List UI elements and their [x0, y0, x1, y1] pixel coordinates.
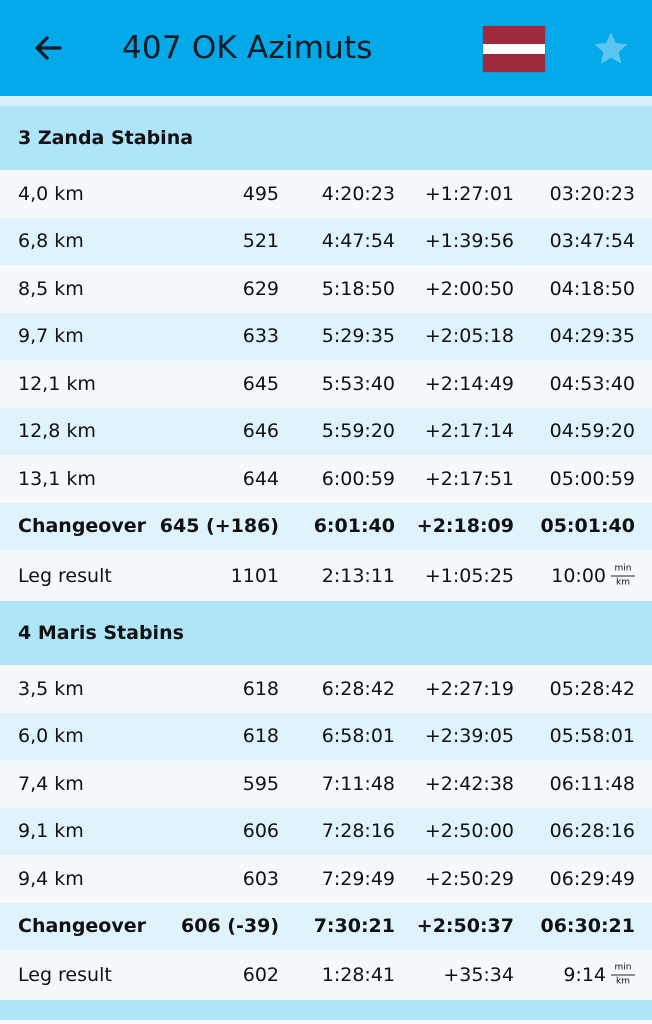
page-title: 407 OK Azimuts [122, 30, 373, 66]
split-row [0, 170, 652, 218]
split-clock: 04:59:20 [549, 420, 635, 443]
split-diff: +2:39:05 [424, 725, 514, 748]
leg-result-pace: 9:14 [563, 964, 606, 986]
leg-result-diff: +35:34 [443, 964, 514, 986]
split-row [0, 360, 652, 408]
changeover-row [0, 903, 652, 951]
changeover-diff: +2:18:09 [416, 515, 514, 538]
changeover-row [0, 503, 652, 551]
changeover-time: 7:30:21 [313, 915, 395, 938]
split-row [0, 313, 652, 361]
split-position: 606 [242, 820, 279, 843]
split-distance: 8,5 km [18, 277, 84, 300]
split-position: 495 [242, 182, 279, 205]
leg-name: 3 Zanda Stabina [18, 127, 194, 149]
leg-result-diff: +1:05:25 [424, 564, 514, 587]
changeover-clock: 06:30:21 [540, 915, 635, 938]
split-time: 5:59:20 [321, 420, 395, 443]
changeover-position: 606 (-39) [181, 915, 279, 938]
split-distance: 12,8 km [18, 420, 96, 443]
leg-result-label: Leg result [18, 964, 112, 986]
split-distance: 6,8 km [18, 230, 84, 253]
split-time: 7:11:48 [321, 772, 395, 795]
split-clock: 03:20:23 [549, 182, 635, 205]
split-clock: 06:11:48 [549, 772, 635, 795]
latvia-flag-icon [483, 26, 545, 72]
split-diff: +2:17:14 [424, 420, 514, 443]
split-distance: 6,0 km [18, 725, 84, 748]
split-diff: +2:05:18 [424, 325, 514, 348]
split-clock: 05:58:01 [549, 725, 635, 748]
split-diff: +2:50:00 [424, 820, 514, 843]
split-distance: 3,5 km [18, 677, 84, 700]
changeover-clock: 05:01:40 [540, 515, 635, 538]
split-diff: +2:27:19 [424, 677, 514, 700]
leg-result-row [0, 950, 652, 1000]
split-position: 618 [242, 725, 279, 748]
split-position: 629 [242, 277, 279, 300]
leg-header [0, 106, 652, 170]
leg-result-position: 1101 [230, 564, 279, 587]
split-diff: +1:39:56 [424, 230, 514, 253]
split-position: 618 [242, 677, 279, 700]
split-distance: 12,1 km [18, 372, 96, 395]
split-clock: 04:53:40 [549, 372, 635, 395]
split-distance: 9,1 km [18, 820, 84, 843]
split-diff: +1:27:01 [424, 182, 514, 205]
split-diff: +2:00:50 [424, 277, 514, 300]
pace-unit [611, 563, 635, 588]
leg-result-pace: 10:00 [551, 564, 606, 587]
split-time: 5:18:50 [321, 277, 395, 300]
split-time: 7:28:16 [321, 820, 395, 843]
split-row [0, 760, 652, 808]
split-position: 633 [242, 325, 279, 348]
pace-unit-denominator: km [616, 577, 630, 587]
favorite-star-icon[interactable] [590, 28, 632, 70]
changeover-diff: +2:50:37 [416, 915, 514, 938]
split-diff: +2:17:51 [424, 467, 514, 490]
split-position: 645 [242, 372, 279, 395]
changeover-label: Changeover [18, 515, 146, 538]
split-row [0, 855, 652, 903]
leg-result-time: 2:13:11 [321, 564, 395, 587]
leg-header [0, 601, 652, 665]
split-time: 6:00:59 [321, 467, 395, 490]
split-time: 6:28:42 [321, 677, 395, 700]
split-distance: 7,4 km [18, 772, 84, 795]
split-row [0, 265, 652, 313]
split-distance: 9,4 km [18, 867, 84, 890]
split-row [0, 665, 652, 713]
split-clock: 06:28:16 [549, 820, 635, 843]
leg-result-row [0, 550, 652, 601]
leg-result-label: Leg result [18, 564, 112, 587]
split-clock: 04:29:35 [549, 325, 635, 348]
split-position: 603 [242, 867, 279, 890]
split-clock: 06:29:49 [549, 867, 635, 890]
split-clock: 04:18:50 [549, 277, 635, 300]
split-row [0, 713, 652, 761]
split-diff: +2:50:29 [424, 867, 514, 890]
next-leg-header-partial [0, 1000, 652, 1020]
app-bar [0, 0, 652, 96]
split-position: 521 [242, 230, 279, 253]
pace-unit [611, 963, 635, 988]
split-distance: 9,7 km [18, 325, 84, 348]
split-clock: 05:00:59 [549, 467, 635, 490]
split-diff: +2:14:49 [424, 372, 514, 395]
split-row [0, 408, 652, 456]
leg-result-time: 1:28:41 [321, 964, 395, 986]
split-time: 4:20:23 [321, 182, 395, 205]
split-distance: 4,0 km [18, 182, 84, 205]
split-row [0, 455, 652, 503]
leg-name: 4 Maris Stabins [18, 622, 184, 644]
split-row [0, 218, 652, 266]
split-position: 595 [242, 772, 279, 795]
split-row [0, 808, 652, 856]
split-clock: 03:47:54 [549, 230, 635, 253]
changeover-position: 645 (+186) [159, 515, 279, 538]
spacer [0, 96, 652, 106]
back-arrow-icon[interactable] [28, 28, 68, 68]
split-time: 7:29:49 [321, 867, 395, 890]
split-position: 646 [242, 420, 279, 443]
changeover-time: 6:01:40 [313, 515, 395, 538]
pace-unit-numerator: min [611, 963, 635, 976]
split-distance: 13,1 km [18, 467, 96, 490]
split-time: 5:53:40 [321, 372, 395, 395]
split-time: 5:29:35 [321, 325, 395, 348]
pace-unit-numerator: min [611, 563, 635, 576]
split-time: 6:58:01 [321, 725, 395, 748]
pace-unit-denominator: km [616, 976, 630, 987]
split-clock: 05:28:42 [549, 677, 635, 700]
split-diff: +2:42:38 [424, 772, 514, 795]
leg-result-position: 602 [242, 964, 279, 986]
changeover-label: Changeover [18, 915, 146, 938]
split-time: 4:47:54 [321, 230, 395, 253]
split-position: 644 [242, 467, 279, 490]
